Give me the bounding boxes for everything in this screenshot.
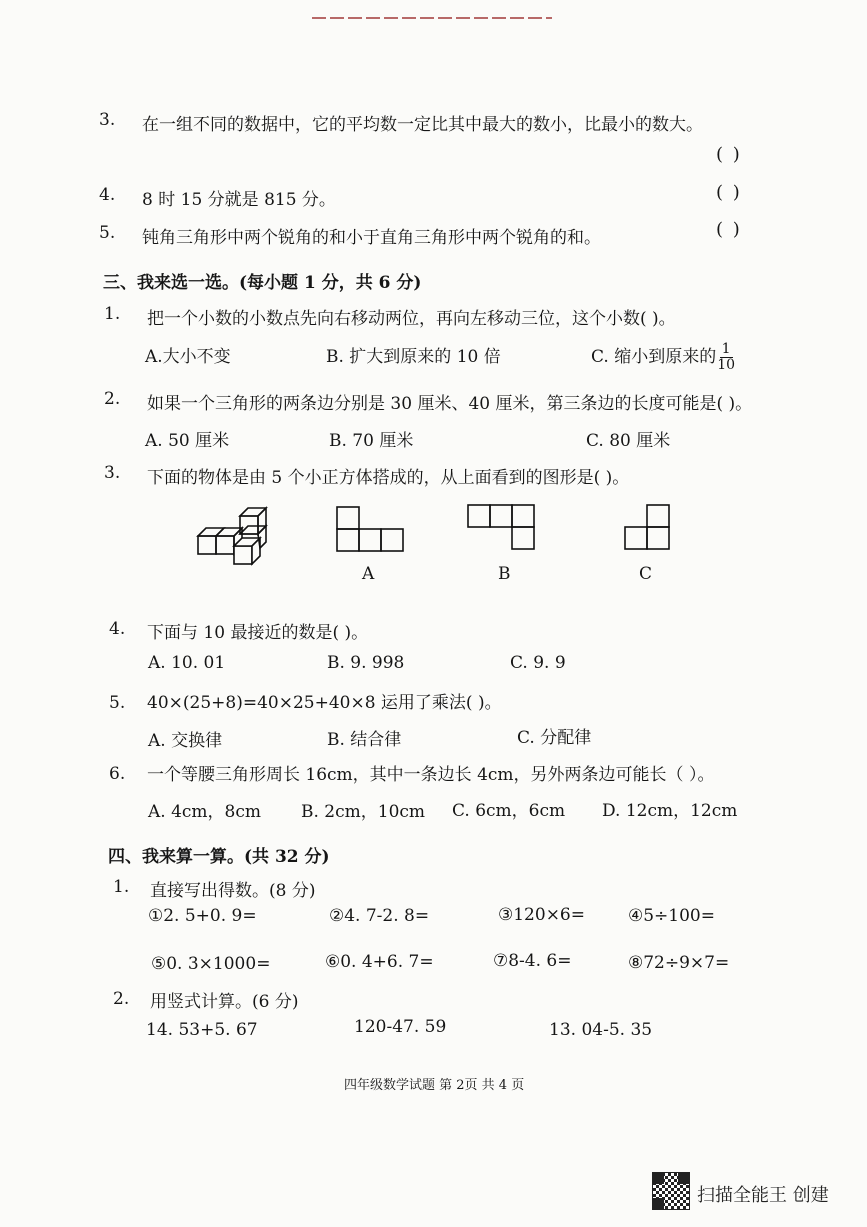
question-number: 4. xyxy=(99,185,116,205)
qr-code-icon xyxy=(653,1173,689,1209)
calc-item: ⑦8-4. 6= xyxy=(493,951,572,971)
question-text: 钝角三角形中两个锐角的和小于直角三角形中两个锐角的和。 xyxy=(142,228,601,248)
option-a: A. 50 厘米 xyxy=(145,431,230,451)
answer-paren: ( ) xyxy=(716,144,742,165)
question-text: 如果一个三角形的两条边分别是 30 厘米、40 厘米，第三条边的长度可能是( )。 xyxy=(147,394,753,414)
vertical-calc-item: 13. 04-5. 35 xyxy=(549,1020,653,1040)
question-text: 40×(25+8)=40×25+40×8 运用了乘法( )。 xyxy=(147,693,502,713)
cube-stack-figure xyxy=(190,502,280,572)
calc-item: ③120×6= xyxy=(498,905,585,925)
question-text: 8 时 15 分就是 815 分。 xyxy=(142,190,336,210)
option-c-grid xyxy=(624,504,672,552)
question-number: 5. xyxy=(99,223,116,243)
option-a: A. 4cm，8cm xyxy=(148,802,261,822)
question-text: 下面与 10 最接近的数是( )。 xyxy=(147,623,369,643)
option-a: A.大小不变 xyxy=(145,347,231,367)
question-number: 1. xyxy=(113,877,130,897)
question-number: 6. xyxy=(109,764,126,784)
answer-paren: ( ) xyxy=(716,182,742,203)
question-number: 3. xyxy=(104,463,121,483)
option-c: C. 80 厘米 xyxy=(586,431,671,451)
question-number: 2. xyxy=(104,389,121,409)
calc-item: ①2. 5+0. 9= xyxy=(148,906,257,926)
option-c-label: C xyxy=(639,564,653,584)
section-heading: 三、我来选一选。(每小题 1 分，共 6 分) xyxy=(103,273,422,293)
option-b-grid xyxy=(467,504,537,550)
answer-paren: ( ) xyxy=(716,219,742,240)
calc-item: ④5÷100= xyxy=(628,906,715,926)
question-text: 直接写出得数。(8 分) xyxy=(150,881,316,901)
section-heading: 四、我来算一算。(共 32 分) xyxy=(108,847,330,867)
option-a-grid xyxy=(336,506,406,552)
scanner-watermark: 扫描全能王 创建 xyxy=(697,1185,829,1206)
option-a: A. 10. 01 xyxy=(148,653,226,673)
option-b: B. 9. 998 xyxy=(327,653,405,673)
question-number: 4. xyxy=(109,619,126,639)
option-a-label: A xyxy=(362,564,375,584)
option-c: C. 分配律 xyxy=(517,728,592,748)
question-number: 2. xyxy=(113,989,130,1009)
question-number: 3. xyxy=(99,110,116,130)
option-c: C. 6cm，6cm xyxy=(452,801,566,821)
question-number: 5. xyxy=(109,693,126,713)
option-b: B. 结合律 xyxy=(327,730,402,750)
calc-item: ⑧72÷9×7= xyxy=(628,953,730,973)
question-text: 一个等腰三角形周长 16cm，其中一条边长 4cm，另外两条边可能长（ ）。 xyxy=(147,765,715,785)
fraction: $\frac{1}{10}$ xyxy=(717,341,736,373)
page-footer: 四年级数学试题 第 2页 共 4 页 xyxy=(344,1078,525,1093)
option-b: B. 扩大到原来的 10 倍 xyxy=(326,347,501,367)
option-d: D. 12cm，12cm xyxy=(602,801,738,821)
calc-item: ⑥0. 4+6. 7= xyxy=(325,952,434,972)
option-b: B. 70 厘米 xyxy=(329,431,414,451)
vertical-calc-item: 14. 53+5. 67 xyxy=(146,1020,258,1040)
option-c: C. 9. 9 xyxy=(510,653,566,673)
option-c: C. 缩小到原来的 $\frac{1}{10}$ xyxy=(591,341,736,373)
calc-item: ②4. 7-2. 8= xyxy=(329,906,430,926)
question-text: 把一个小数的小数点先向右移动两位，再向左移动三位，这个小数( )。 xyxy=(147,309,676,329)
question-text: 在一组不同的数据中，它的平均数一定比其中最大的数小，比最小的数大。 xyxy=(142,115,703,135)
vertical-calc-item: 120-47. 59 xyxy=(354,1017,447,1037)
question-number: 1. xyxy=(104,304,121,324)
top-decorative-line xyxy=(312,17,552,19)
question-text: 下面的物体是由 5 个小正方体搭成的，从上面看到的图形是( )。 xyxy=(147,468,630,488)
option-a: A. 交换律 xyxy=(148,731,223,751)
option-b: B. 2cm，10cm xyxy=(301,802,426,822)
calc-item: ⑤0. 3×1000= xyxy=(151,954,271,974)
option-b-label: B xyxy=(498,564,511,584)
question-text: 用竖式计算。(6 分) xyxy=(150,992,299,1012)
